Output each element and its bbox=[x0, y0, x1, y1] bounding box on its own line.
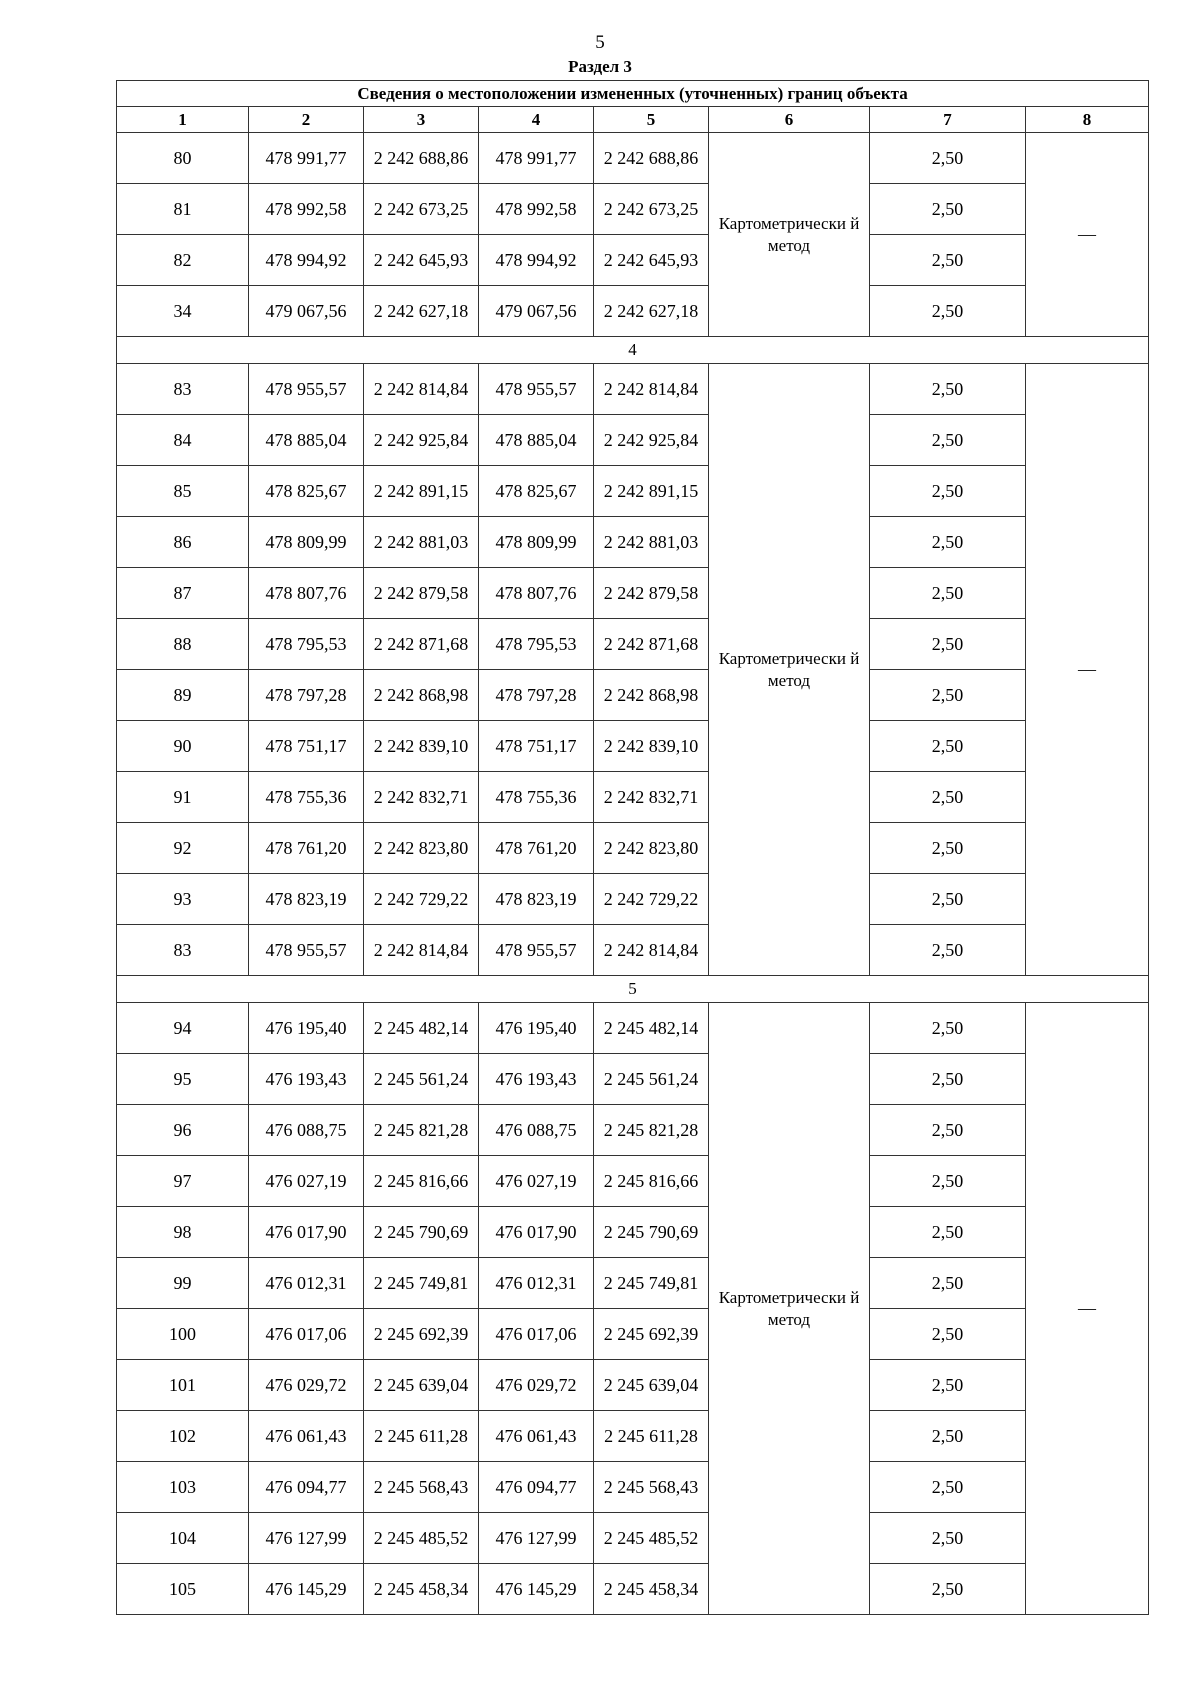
x-new-cell: 479 067,56 bbox=[479, 286, 594, 337]
y-new-cell: 2 245 482,14 bbox=[594, 1003, 709, 1054]
x-old-cell: 476 017,90 bbox=[249, 1207, 364, 1258]
accuracy-cell: 2,50 bbox=[870, 133, 1026, 184]
y-new-cell: 2 242 823,80 bbox=[594, 823, 709, 874]
x-new-cell: 476 017,06 bbox=[479, 1309, 594, 1360]
y-new-cell: 2 242 925,84 bbox=[594, 415, 709, 466]
point-number-cell: 94 bbox=[117, 1003, 249, 1054]
point-number-cell: 87 bbox=[117, 568, 249, 619]
y-new-cell: 2 242 891,15 bbox=[594, 466, 709, 517]
accuracy-cell: 2,50 bbox=[870, 1003, 1026, 1054]
x-old-cell: 478 991,77 bbox=[249, 133, 364, 184]
table-caption: Сведения о местоположении измененных (уточненных) границ объекта bbox=[117, 81, 1149, 107]
accuracy-cell: 2,50 bbox=[870, 1105, 1026, 1156]
table-caption-row bbox=[117, 81, 1149, 107]
column-header: 7 bbox=[870, 107, 1026, 133]
point-number-cell: 95 bbox=[117, 1054, 249, 1105]
x-old-cell: 478 795,53 bbox=[249, 619, 364, 670]
x-new-cell: 476 027,19 bbox=[479, 1156, 594, 1207]
x-new-cell: 478 809,99 bbox=[479, 517, 594, 568]
y-new-cell: 2 245 639,04 bbox=[594, 1360, 709, 1411]
point-number-cell: 102 bbox=[117, 1411, 249, 1462]
y-old-cell: 2 245 485,52 bbox=[364, 1513, 479, 1564]
accuracy-cell: 2,50 bbox=[870, 925, 1026, 976]
y-old-cell: 2 242 871,68 bbox=[364, 619, 479, 670]
x-new-cell: 478 991,77 bbox=[479, 133, 594, 184]
y-new-cell: 2 242 729,22 bbox=[594, 874, 709, 925]
y-old-cell: 2 242 688,86 bbox=[364, 133, 479, 184]
x-old-cell: 476 012,31 bbox=[249, 1258, 364, 1309]
x-old-cell: 476 193,43 bbox=[249, 1054, 364, 1105]
point-number-cell: 83 bbox=[117, 925, 249, 976]
y-old-cell: 2 242 879,58 bbox=[364, 568, 479, 619]
x-new-cell: 476 061,43 bbox=[479, 1411, 594, 1462]
x-old-cell: 479 067,56 bbox=[249, 286, 364, 337]
point-number-cell: 84 bbox=[117, 415, 249, 466]
x-new-cell: 478 955,57 bbox=[479, 925, 594, 976]
x-old-cell: 478 885,04 bbox=[249, 415, 364, 466]
method-cell: Картометрически й метод bbox=[709, 133, 870, 337]
table-row bbox=[117, 1207, 1149, 1258]
x-old-cell: 476 088,75 bbox=[249, 1105, 364, 1156]
point-number-cell: 105 bbox=[117, 1564, 249, 1615]
y-new-cell: 2 245 458,34 bbox=[594, 1564, 709, 1615]
x-new-cell: 478 797,28 bbox=[479, 670, 594, 721]
table-row bbox=[117, 466, 1149, 517]
y-new-cell: 2 245 821,28 bbox=[594, 1105, 709, 1156]
point-number-cell: 99 bbox=[117, 1258, 249, 1309]
x-old-cell: 476 127,99 bbox=[249, 1513, 364, 1564]
group-label: 4 bbox=[117, 337, 1149, 364]
accuracy-cell: 2,50 bbox=[870, 517, 1026, 568]
table-row bbox=[117, 517, 1149, 568]
accuracy-cell: 2,50 bbox=[870, 619, 1026, 670]
accuracy-cell: 2,50 bbox=[870, 235, 1026, 286]
y-new-cell: 2 242 832,71 bbox=[594, 772, 709, 823]
y-old-cell: 2 242 673,25 bbox=[364, 184, 479, 235]
y-new-cell: 2 242 871,68 bbox=[594, 619, 709, 670]
table-row bbox=[117, 568, 1149, 619]
column-header: 3 bbox=[364, 107, 479, 133]
y-new-cell: 2 242 868,98 bbox=[594, 670, 709, 721]
x-old-cell: 478 751,17 bbox=[249, 721, 364, 772]
y-new-cell: 2 245 561,24 bbox=[594, 1054, 709, 1105]
table-row bbox=[117, 235, 1149, 286]
accuracy-cell: 2,50 bbox=[870, 874, 1026, 925]
y-old-cell: 2 245 561,24 bbox=[364, 1054, 479, 1105]
x-new-cell: 476 094,77 bbox=[479, 1462, 594, 1513]
x-old-cell: 476 029,72 bbox=[249, 1360, 364, 1411]
x-new-cell: 476 017,90 bbox=[479, 1207, 594, 1258]
accuracy-cell: 2,50 bbox=[870, 772, 1026, 823]
accuracy-cell: 2,50 bbox=[870, 1513, 1026, 1564]
table-row bbox=[117, 184, 1149, 235]
column-header: 1 bbox=[117, 107, 249, 133]
y-old-cell: 2 242 881,03 bbox=[364, 517, 479, 568]
table-row bbox=[117, 1564, 1149, 1615]
x-new-cell: 478 761,20 bbox=[479, 823, 594, 874]
y-old-cell: 2 242 868,98 bbox=[364, 670, 479, 721]
table-row bbox=[117, 721, 1149, 772]
point-number-cell: 88 bbox=[117, 619, 249, 670]
table-row bbox=[117, 286, 1149, 337]
x-old-cell: 476 094,77 bbox=[249, 1462, 364, 1513]
table-row bbox=[117, 415, 1149, 466]
y-old-cell: 2 245 639,04 bbox=[364, 1360, 479, 1411]
y-new-cell: 2 242 645,93 bbox=[594, 235, 709, 286]
group-label: 5 bbox=[117, 976, 1149, 1003]
table-row bbox=[117, 874, 1149, 925]
y-old-cell: 2 242 645,93 bbox=[364, 235, 479, 286]
point-number-cell: 90 bbox=[117, 721, 249, 772]
group-separator-row bbox=[117, 976, 1149, 1003]
x-old-cell: 478 992,58 bbox=[249, 184, 364, 235]
y-new-cell: 2 245 568,43 bbox=[594, 1462, 709, 1513]
y-old-cell: 2 242 823,80 bbox=[364, 823, 479, 874]
note-cell: — bbox=[1026, 1003, 1149, 1615]
table-row bbox=[117, 1105, 1149, 1156]
point-number-cell: 104 bbox=[117, 1513, 249, 1564]
x-new-cell: 478 795,53 bbox=[479, 619, 594, 670]
x-old-cell: 478 797,28 bbox=[249, 670, 364, 721]
table-row bbox=[117, 1462, 1149, 1513]
accuracy-cell: 2,50 bbox=[870, 823, 1026, 874]
point-number-cell: 92 bbox=[117, 823, 249, 874]
point-number-cell: 100 bbox=[117, 1309, 249, 1360]
column-header-row bbox=[117, 107, 1149, 133]
accuracy-cell: 2,50 bbox=[870, 286, 1026, 337]
table-row bbox=[117, 823, 1149, 874]
point-number-cell: 80 bbox=[117, 133, 249, 184]
y-old-cell: 2 242 839,10 bbox=[364, 721, 479, 772]
y-old-cell: 2 245 790,69 bbox=[364, 1207, 479, 1258]
accuracy-cell: 2,50 bbox=[870, 721, 1026, 772]
point-number-cell: 86 bbox=[117, 517, 249, 568]
y-old-cell: 2 242 729,22 bbox=[364, 874, 479, 925]
accuracy-cell: 2,50 bbox=[870, 1360, 1026, 1411]
group-separator-row bbox=[117, 337, 1149, 364]
column-header: 2 bbox=[249, 107, 364, 133]
y-new-cell: 2 245 816,66 bbox=[594, 1156, 709, 1207]
y-new-cell: 2 245 485,52 bbox=[594, 1513, 709, 1564]
x-new-cell: 478 825,67 bbox=[479, 466, 594, 517]
x-old-cell: 478 955,57 bbox=[249, 364, 364, 415]
x-new-cell: 478 955,57 bbox=[479, 364, 594, 415]
y-old-cell: 2 245 692,39 bbox=[364, 1309, 479, 1360]
y-new-cell: 2 242 839,10 bbox=[594, 721, 709, 772]
x-old-cell: 478 761,20 bbox=[249, 823, 364, 874]
table-row bbox=[117, 670, 1149, 721]
x-new-cell: 478 992,58 bbox=[479, 184, 594, 235]
y-old-cell: 2 245 568,43 bbox=[364, 1462, 479, 1513]
y-new-cell: 2 242 814,84 bbox=[594, 925, 709, 976]
y-new-cell: 2 242 688,86 bbox=[594, 133, 709, 184]
y-old-cell: 2 242 814,84 bbox=[364, 364, 479, 415]
accuracy-cell: 2,50 bbox=[870, 364, 1026, 415]
x-new-cell: 476 145,29 bbox=[479, 1564, 594, 1615]
x-new-cell: 478 755,36 bbox=[479, 772, 594, 823]
note-cell: — bbox=[1026, 364, 1149, 976]
table-row bbox=[117, 1054, 1149, 1105]
y-old-cell: 2 242 925,84 bbox=[364, 415, 479, 466]
point-number-cell: 97 bbox=[117, 1156, 249, 1207]
table-row bbox=[117, 772, 1149, 823]
x-old-cell: 478 755,36 bbox=[249, 772, 364, 823]
point-number-cell: 89 bbox=[117, 670, 249, 721]
point-number-cell: 83 bbox=[117, 364, 249, 415]
x-old-cell: 478 807,76 bbox=[249, 568, 364, 619]
x-old-cell: 476 061,43 bbox=[249, 1411, 364, 1462]
y-old-cell: 2 242 627,18 bbox=[364, 286, 479, 337]
y-new-cell: 2 245 790,69 bbox=[594, 1207, 709, 1258]
table-row bbox=[117, 1360, 1149, 1411]
table-row bbox=[117, 1513, 1149, 1564]
y-new-cell: 2 245 692,39 bbox=[594, 1309, 709, 1360]
x-new-cell: 476 029,72 bbox=[479, 1360, 594, 1411]
y-old-cell: 2 245 821,28 bbox=[364, 1105, 479, 1156]
table-row bbox=[117, 1411, 1149, 1462]
x-old-cell: 476 017,06 bbox=[249, 1309, 364, 1360]
column-header: 4 bbox=[479, 107, 594, 133]
point-number-cell: 101 bbox=[117, 1360, 249, 1411]
y-old-cell: 2 245 458,34 bbox=[364, 1564, 479, 1615]
table-row bbox=[117, 1309, 1149, 1360]
page-number: 5 bbox=[595, 32, 605, 53]
x-new-cell: 478 994,92 bbox=[479, 235, 594, 286]
point-number-cell: 98 bbox=[117, 1207, 249, 1258]
accuracy-cell: 2,50 bbox=[870, 1564, 1026, 1615]
section-title: Раздел 3 bbox=[568, 57, 632, 76]
x-new-cell: 476 193,43 bbox=[479, 1054, 594, 1105]
x-new-cell: 476 088,75 bbox=[479, 1105, 594, 1156]
accuracy-cell: 2,50 bbox=[870, 1309, 1026, 1360]
y-old-cell: 2 245 816,66 bbox=[364, 1156, 479, 1207]
y-new-cell: 2 242 627,18 bbox=[594, 286, 709, 337]
accuracy-cell: 2,50 bbox=[870, 670, 1026, 721]
x-new-cell: 478 885,04 bbox=[479, 415, 594, 466]
x-new-cell: 476 127,99 bbox=[479, 1513, 594, 1564]
x-old-cell: 478 825,67 bbox=[249, 466, 364, 517]
x-old-cell: 476 027,19 bbox=[249, 1156, 364, 1207]
table-row bbox=[117, 364, 1149, 415]
boundary-coordinates-table bbox=[116, 80, 1149, 1615]
y-old-cell: 2 245 482,14 bbox=[364, 1003, 479, 1054]
accuracy-cell: 2,50 bbox=[870, 415, 1026, 466]
y-new-cell: 2 242 814,84 bbox=[594, 364, 709, 415]
x-old-cell: 478 955,57 bbox=[249, 925, 364, 976]
y-old-cell: 2 242 891,15 bbox=[364, 466, 479, 517]
x-old-cell: 476 195,40 bbox=[249, 1003, 364, 1054]
table-row bbox=[117, 1156, 1149, 1207]
x-new-cell: 478 751,17 bbox=[479, 721, 594, 772]
x-old-cell: 478 994,92 bbox=[249, 235, 364, 286]
y-new-cell: 2 242 673,25 bbox=[594, 184, 709, 235]
point-number-cell: 34 bbox=[117, 286, 249, 337]
x-old-cell: 478 823,19 bbox=[249, 874, 364, 925]
x-old-cell: 476 145,29 bbox=[249, 1564, 364, 1615]
method-cell: Картометрически й метод bbox=[709, 364, 870, 976]
accuracy-cell: 2,50 bbox=[870, 184, 1026, 235]
y-old-cell: 2 242 832,71 bbox=[364, 772, 479, 823]
point-number-cell: 81 bbox=[117, 184, 249, 235]
x-old-cell: 478 809,99 bbox=[249, 517, 364, 568]
accuracy-cell: 2,50 bbox=[870, 1207, 1026, 1258]
accuracy-cell: 2,50 bbox=[870, 1054, 1026, 1105]
method-cell: Картометрически й метод bbox=[709, 1003, 870, 1615]
table-row bbox=[117, 1003, 1149, 1054]
accuracy-cell: 2,50 bbox=[870, 1156, 1026, 1207]
accuracy-cell: 2,50 bbox=[870, 1411, 1026, 1462]
column-header: 5 bbox=[594, 107, 709, 133]
y-new-cell: 2 245 611,28 bbox=[594, 1411, 709, 1462]
table-row bbox=[117, 133, 1149, 184]
x-new-cell: 476 012,31 bbox=[479, 1258, 594, 1309]
y-new-cell: 2 242 879,58 bbox=[594, 568, 709, 619]
y-old-cell: 2 245 611,28 bbox=[364, 1411, 479, 1462]
note-cell: — bbox=[1026, 133, 1149, 337]
y-old-cell: 2 242 814,84 bbox=[364, 925, 479, 976]
y-new-cell: 2 242 881,03 bbox=[594, 517, 709, 568]
point-number-cell: 91 bbox=[117, 772, 249, 823]
x-new-cell: 478 807,76 bbox=[479, 568, 594, 619]
point-number-cell: 93 bbox=[117, 874, 249, 925]
point-number-cell: 96 bbox=[117, 1105, 249, 1156]
x-new-cell: 478 823,19 bbox=[479, 874, 594, 925]
table-row bbox=[117, 619, 1149, 670]
accuracy-cell: 2,50 bbox=[870, 568, 1026, 619]
point-number-cell: 85 bbox=[117, 466, 249, 517]
x-new-cell: 476 195,40 bbox=[479, 1003, 594, 1054]
y-old-cell: 2 245 749,81 bbox=[364, 1258, 479, 1309]
column-header: 8 bbox=[1026, 107, 1149, 133]
table-row bbox=[117, 925, 1149, 976]
accuracy-cell: 2,50 bbox=[870, 466, 1026, 517]
column-header: 6 bbox=[709, 107, 870, 133]
table-row bbox=[117, 1258, 1149, 1309]
accuracy-cell: 2,50 bbox=[870, 1462, 1026, 1513]
y-new-cell: 2 245 749,81 bbox=[594, 1258, 709, 1309]
point-number-cell: 103 bbox=[117, 1462, 249, 1513]
point-number-cell: 82 bbox=[117, 235, 249, 286]
accuracy-cell: 2,50 bbox=[870, 1258, 1026, 1309]
